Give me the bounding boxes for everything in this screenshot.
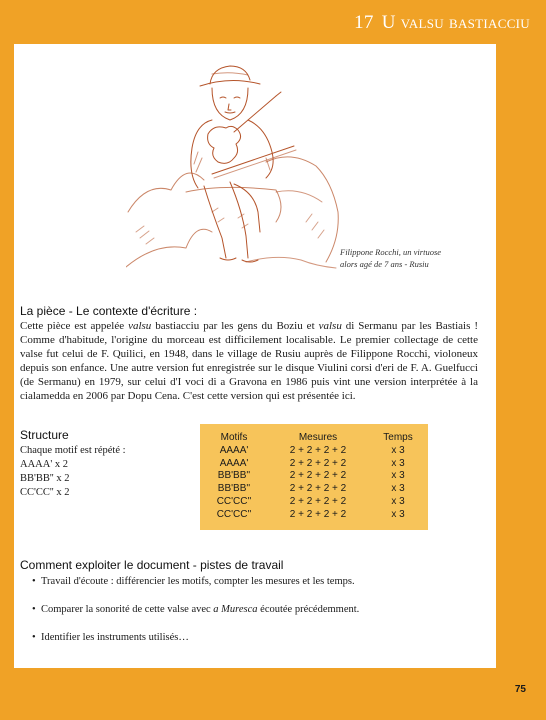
header-motifs: Motifs (220, 431, 248, 443)
context-text: Cette pièce est appelée (20, 320, 129, 332)
chapter-title-initial: U (381, 12, 396, 33)
table-cell: 2 + 2 + 2 + 2 (289, 508, 347, 520)
caption-line-2: alors agé de 7 ans - Rusiu (340, 259, 429, 269)
table-row (200, 444, 428, 457)
table-row (200, 482, 428, 495)
table-cell: x 3 (391, 470, 405, 482)
context-text-italic: valsu (318, 320, 342, 332)
task-text-italic: a Muresca (213, 604, 258, 615)
table-row (200, 470, 428, 483)
context-text: Comme d'habitude, l'origine du morceau est difficilement localisable. Le premier collectage de cette valse fut celui de F. Quilici, en 1948, dans le village de Rusiu auprès de Filippone Rocchi, violoneux depuis son enfance. Une autre version fut enregistrée sur le disque Viulini corsi d'eri de F. A. Guelfucci (de Sermanu) en 1979, sur celui d'I voci di a Gravona en 1986 puis vint une version interprétée à la cialamedda en 2006 par Dopu Cena. C'est cette version qui est présentée ici. (20, 334, 478, 402)
left-border (0, 0, 14, 720)
chapter-title (354, 12, 530, 34)
table-cell: 2 + 2 + 2 + 2 (289, 496, 347, 508)
header-mesures: Mesures (298, 431, 338, 443)
page-number: 75 (514, 684, 526, 695)
table-row (200, 495, 428, 508)
table-cell: AAAA' (219, 457, 249, 469)
task-text: Travail d'écoute : différencier les motifs, compter les mesures et les temps. (41, 576, 355, 587)
list-item (34, 576, 474, 604)
caption-line-1: Filippone Rocchi, un virtuose (340, 247, 442, 257)
context-text-italic: valsu (128, 320, 152, 332)
table-cell: CC'CC'' (216, 496, 252, 508)
task-text: Identifier les instruments utilisés… (41, 632, 189, 643)
work-tracks-heading: Comment exploiter le document - pistes de travail (20, 558, 284, 572)
bottom-border (0, 668, 546, 720)
structure-line: CC'CC'' x 2 (20, 487, 70, 498)
table-cell: x 3 (391, 496, 405, 508)
violinist-sketch-image (126, 62, 342, 274)
task-list (34, 576, 474, 660)
header-temps: Temps (383, 431, 413, 443)
context-heading: La pièce - Le contexte d'écriture : (20, 304, 198, 318)
task-text: écoutée précédemment. (257, 604, 360, 615)
table-cell: x 3 (391, 457, 405, 469)
list-item (34, 632, 474, 660)
motif-table (200, 424, 428, 530)
table-row (200, 457, 428, 470)
illustration-caption (340, 246, 490, 270)
structure-line: Chaque motif est répété : (20, 445, 126, 456)
table-cell: 2 + 2 + 2 + 2 (289, 444, 347, 456)
list-item (34, 604, 474, 632)
chapter-title-text: valsu bastiacciu (400, 12, 530, 33)
structure-line: AAAA' x 2 (20, 459, 68, 470)
right-border (496, 0, 546, 720)
table-cell: 2 + 2 + 2 + 2 (289, 457, 347, 469)
table-cell: x 3 (391, 444, 405, 456)
table-cell: BB'BB'' (217, 470, 251, 482)
chapter-number: 17 (354, 12, 374, 33)
context-text: di Sermanu par les Bastiais ! (341, 320, 478, 332)
context-paragraph (20, 319, 478, 403)
table-cell: x 3 (391, 483, 405, 495)
structure-heading: Structure (20, 428, 69, 442)
task-text: Comparer la sonorité de cette valse avec (41, 604, 214, 615)
table-cell: CC'CC'' (216, 508, 252, 520)
table-row (200, 508, 428, 521)
structure-description (20, 444, 126, 500)
table-header-row (200, 430, 428, 444)
table-cell: 2 + 2 + 2 + 2 (289, 470, 347, 482)
structure-line: BB'BB'' x 2 (20, 473, 70, 484)
table-cell: BB'BB'' (217, 483, 251, 495)
table-cell: AAAA' (219, 444, 249, 456)
context-text: bastiacciu par les gens du Boziu et (151, 320, 319, 332)
table-cell: x 3 (391, 508, 405, 520)
table-cell: 2 + 2 + 2 + 2 (289, 483, 347, 495)
